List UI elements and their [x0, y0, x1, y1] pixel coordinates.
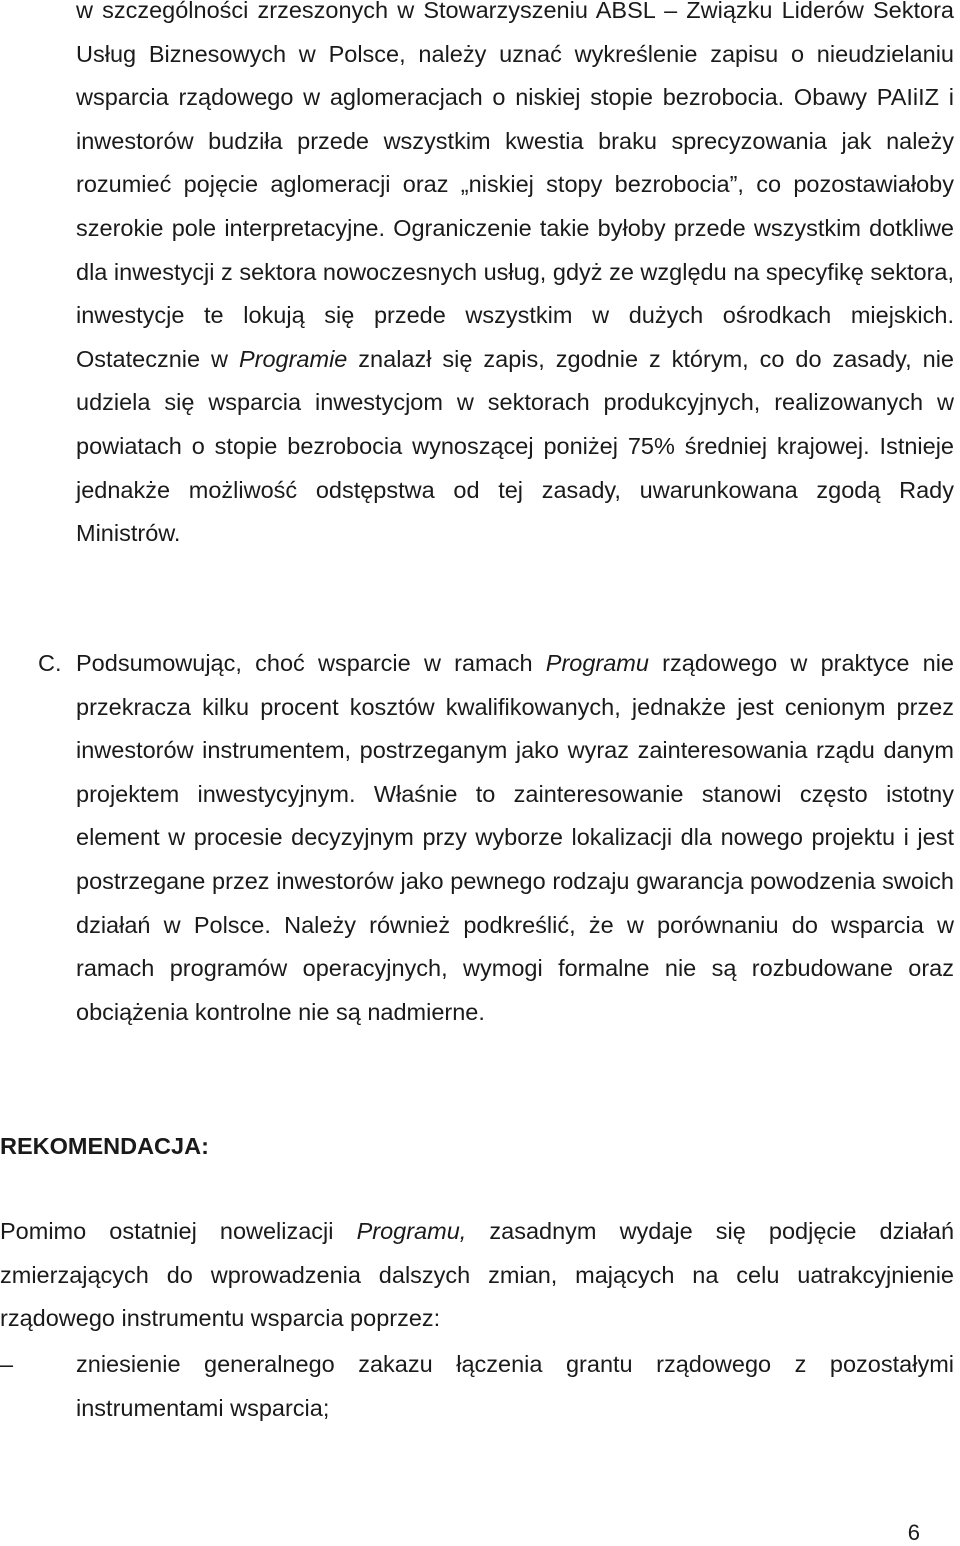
list-item-text: zniesienie generalnego zakazu łączenia grantu rządowego z pozostałymi instrumentami wsparcia;: [76, 1351, 954, 1421]
paragraph-text-continued: znalazł się zapis, zgodnie z którym, co do zasady, nie udziela się wsparcia inwestycjom w sektorach produkcyjnych, realizowanych w powiatach o stopie bezrobocia wynoszącej poniżej 75% średniej krajowej. Istnieje jednakże możliwość odstępstwa od tej zasady, uwarunkowana zgodą Rady Ministrów.: [76, 345, 955, 547]
paragraph-text: Podsumowując, choć wsparcie w ramach: [76, 650, 546, 676]
list-item: [0, 1343, 954, 1430]
italic-term-programu: Programu: [545, 650, 649, 676]
list-dash: –: [0, 1351, 14, 1377]
paragraph-text-continued: zasadnym wydaje się podjęcie działań zmierzających do wprowadzenia dalszych zmian, mających na celu uatrakcyjnienie rządowego instrumentu wsparcia poprzez:: [0, 1218, 955, 1332]
paragraph-absl: [76, 0, 954, 556]
paragraph-letter: C.: [38, 650, 62, 676]
recommendation-paragraph: [0, 1210, 954, 1341]
italic-term-programu: Programu,: [356, 1218, 467, 1244]
italic-term-programie: Programie: [238, 345, 348, 372]
paragraph-text-continued: rządowego w praktyce nie przekracza kilku procent kosztów kwalifikowanych, jednakże jest cenionym przez inwestorów instrumentem, postrzeganym jako wyraz zainteresowania rządu danym projektem inwestycyjnym. Właśnie to zainteresowanie stanowi często istotny element w procesie decyzyjnym przy wyborze lokalizacji dla nowego projektu i jest postrzegane przez inwestorów jako pewnego rodzaju gwarancja powodzenia swoich działań w Polsce. Należy również podkreślić, że w porównaniu do wsparcia w ramach programów operacyjnych, wymogi formalne nie są rozbudowane oraz obciążenia kontrolne nie są nadmierne.: [76, 650, 954, 1025]
paragraph-c: [38, 642, 954, 1034]
section-heading: REKOMENDACJA:: [0, 1133, 209, 1159]
paragraph-text: Pomimo ostatniej nowelizacji: [0, 1218, 357, 1244]
paragraph-text: w szczególności zrzeszonych w Stowarzyszeniu ABSL – Związku Liderów Sektora Usług Biznesowych w Polsce, należy uznać wykreślenie zapisu o nieudzielaniu wsparcia rządowego w aglomeracjach o niskiej stopie bezrobocia. Obawy PAIiIZ i inwestorów budziła przede wszystkim kwestia braku sprecyzowania jak należy rozumieć pojęcie aglomeracji oraz „niskiej stopy bezrobocia”, co pozostawiałoby szerokie pole interpretacyjne. Ograniczenie takie byłoby przede wszystkim dotkliwe dla inwestycji z sektora nowoczesnych usług, gdyż ze względu na specyfikę sektora, inwestycje te lokują się przede wszystkim w dużych ośrodkach miejskich. Ostatecznie w: [76, 0, 954, 372]
page-number: 6: [907, 1520, 920, 1545]
